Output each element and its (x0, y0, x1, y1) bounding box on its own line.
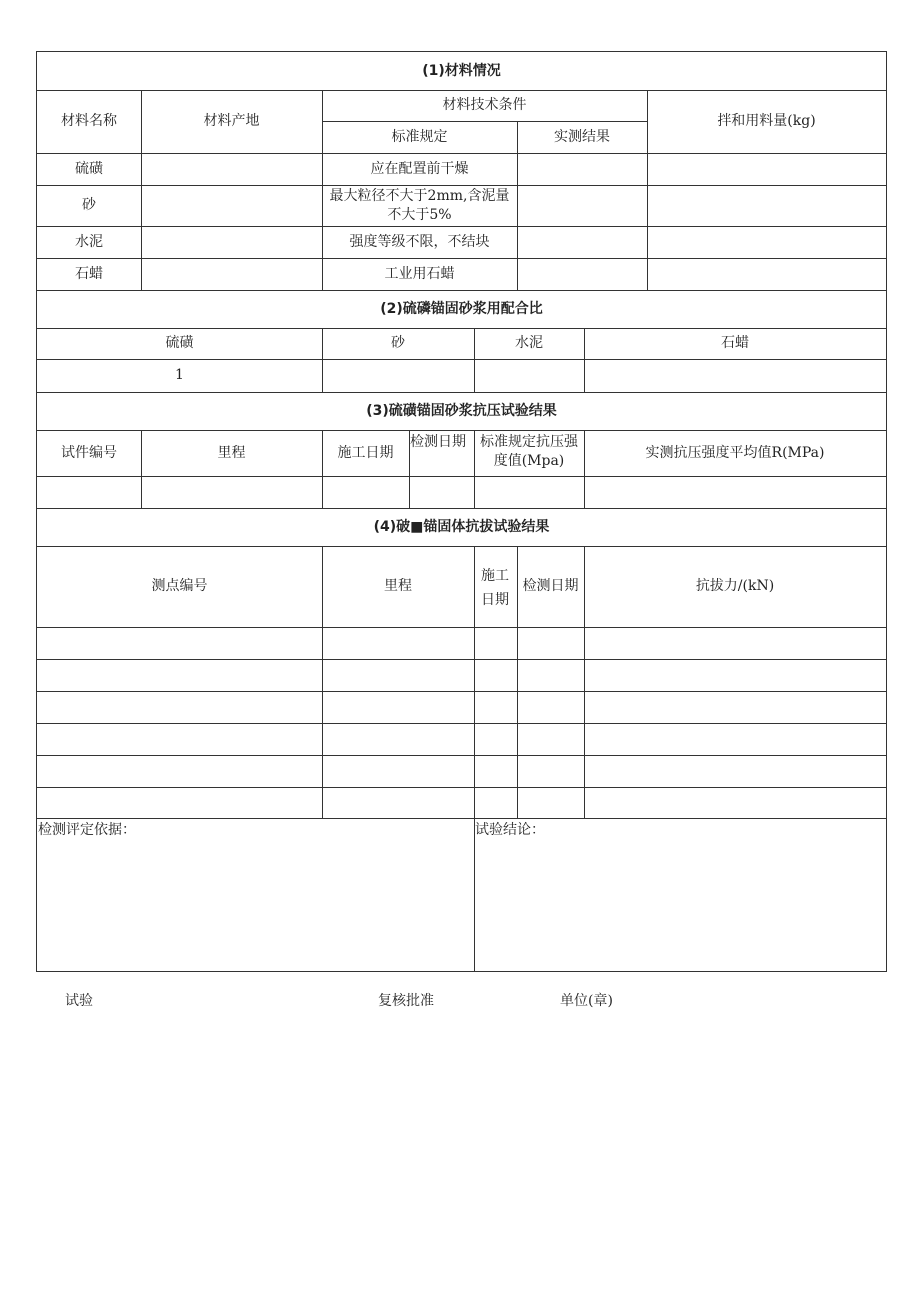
mix-value-cement (474, 359, 584, 392)
material-row-standard: 强度等级不限，不结块 (349, 233, 490, 250)
header-material-name: 材料名称 (61, 113, 117, 129)
header-tech-conditions: 材料技术条件 (442, 97, 527, 113)
header-construction-date: 施工日期 (481, 567, 509, 608)
report-table (36, 51, 887, 972)
mix-value-sulfur: 1 (175, 367, 184, 383)
header-point-no: 测点编号 (151, 578, 208, 594)
material-row-name: 水泥 (75, 233, 103, 250)
section2-title: (2)硫磷锚固砂浆用配合比 (380, 300, 543, 317)
mix-header-sulfur: 硫磺 (165, 335, 194, 351)
header-actual-result: 实测结果 (554, 128, 610, 145)
conclusion-label: 试验结论： (475, 822, 545, 838)
footer-unit: 单位(章) (560, 993, 613, 1009)
material-row-standard: 应在配置前干燥 (370, 160, 469, 177)
header-construction-date: 施工日期 (337, 444, 394, 461)
mix-header-cement: 水泥 (515, 335, 543, 351)
header-mileage: 里程 (384, 578, 412, 594)
section3-title: (3)硫磺锚固砂浆抗压试验结果 (366, 402, 557, 419)
material-row-standard: 工业用石蜡 (384, 265, 455, 282)
basis-label: 检测评定依据： (38, 822, 136, 838)
section4-title: (4)破■锚固体抗拔试验结果 (373, 518, 550, 535)
material-row-standard: 最大粒径不大于2mm,含泥量不大于5% (329, 187, 510, 223)
header-test-date: 检测日期 (410, 434, 466, 450)
header-standard-strength: 标准规定抗压强度值(Mpa) (480, 434, 578, 469)
footer-review: 复核批准 (378, 993, 434, 1009)
material-row-name: 砂 (82, 197, 96, 213)
header-standard: 标准规定 (391, 128, 448, 145)
header-avg-strength: 实测抗压强度平均值R(MPa) (645, 444, 825, 461)
mix-value-sand (322, 359, 474, 392)
header-mix-amount: 拌和用料量(kg) (717, 113, 816, 129)
header-specimen-no: 试件编号 (61, 444, 117, 461)
mix-header-paraffin: 石蜡 (721, 335, 749, 351)
mix-header-sand: 砂 (391, 335, 405, 351)
section1-title: (1)材料情况 (422, 62, 501, 79)
header-material-origin: 材料产地 (203, 113, 260, 129)
mix-value-paraffin (584, 359, 886, 392)
material-row-name: 石蜡 (75, 265, 103, 282)
header-mileage: 里程 (217, 444, 246, 461)
header-pullout: 抗拔力/(kN) (695, 578, 775, 594)
header-test-date: 检测日期 (522, 578, 579, 594)
material-row-name: 硫磺 (75, 160, 103, 177)
footer-test: 试验 (65, 993, 93, 1009)
